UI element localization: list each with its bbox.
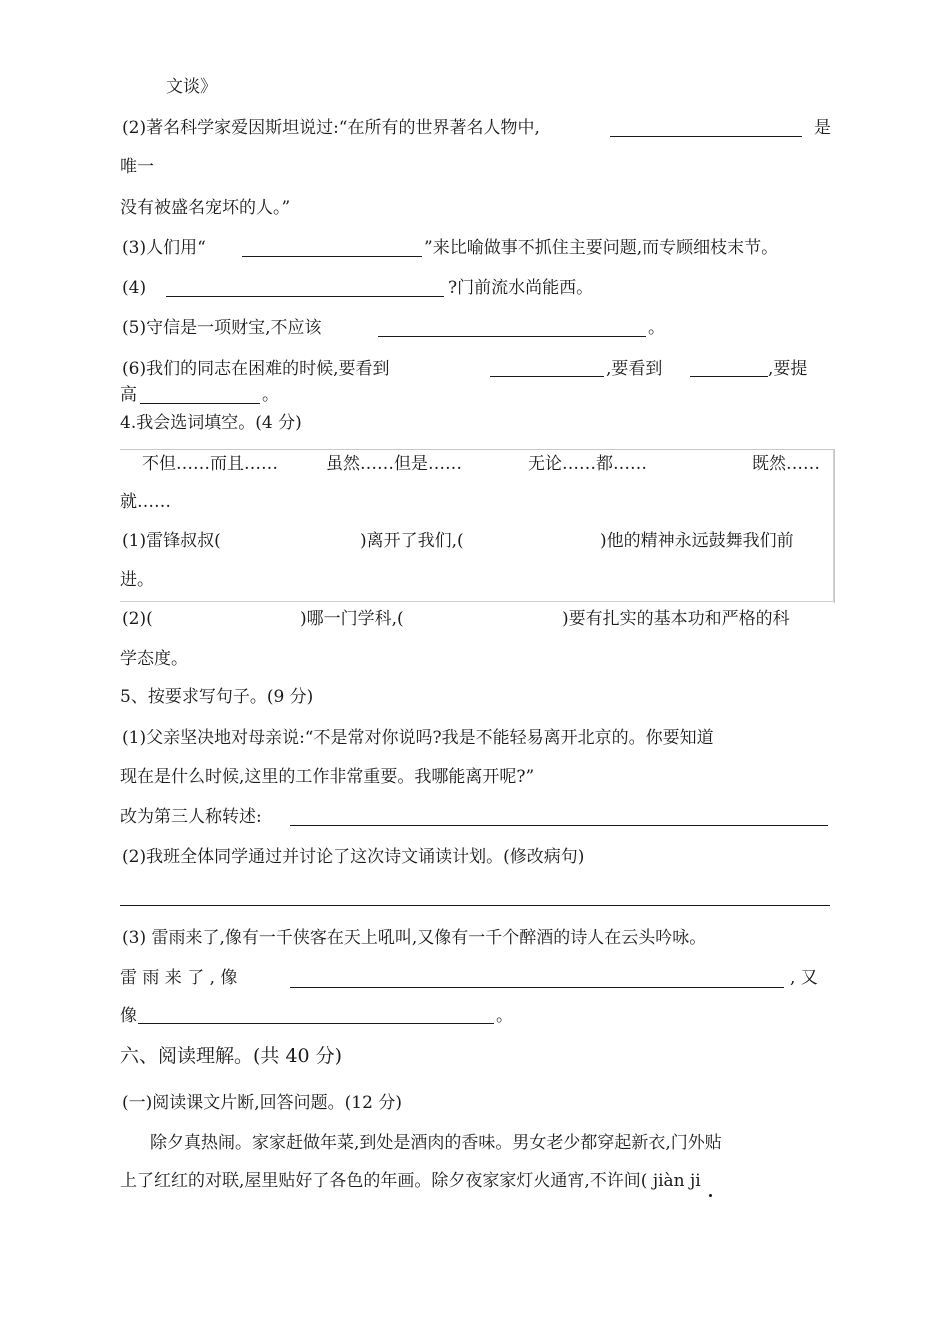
q3-item-3-text: (3)人们用“ [122, 238, 206, 258]
text-fragment: )要有扎实的基本功和严格的科 [562, 609, 790, 629]
answer-blank[interactable] [490, 376, 604, 377]
text-fragment: ”来比喻做事不抓住主要问题,而专顾细枝末节。 [424, 238, 779, 258]
text-fragment: 是 [814, 118, 831, 138]
q5-sentence-1: (1)父亲坚决地对母亲说:“不是常对你说吗?我是不能轻易离开北京的。你要知道 [122, 728, 714, 748]
text-fragment: 。 [496, 1006, 513, 1026]
answer-blank[interactable] [690, 376, 768, 377]
word-option: 不但……而且…… [142, 454, 278, 474]
passage-line: 上了红红的对联,屋里贴好了各色的年画。除夕夜家家灯火通宵,不许间( jiàn ji [120, 1171, 701, 1191]
answer-blank[interactable] [610, 136, 802, 137]
answer-blank[interactable] [138, 1023, 494, 1024]
q3-item-4-text: (4) [122, 278, 147, 298]
section-6-title: 六、阅读理解。(共 40 分) [120, 1045, 343, 1067]
text-fragment: 高 [120, 385, 137, 405]
box-border [833, 449, 834, 602]
section-6-subtitle: (一)阅读课文片断,回答问题。(12 分) [122, 1093, 402, 1113]
q5-sentence-3: (3) 雷雨来了,像有一千侠客在天上吼叫,又像有一千个醉酒的诗人在云头吟咏。 [122, 928, 707, 948]
word-option: 就…… [120, 492, 171, 512]
answer-blank[interactable] [290, 825, 828, 826]
box-border [120, 601, 834, 602]
text-line: 唯一 [120, 157, 154, 177]
text-fragment: )离开了我们,( [360, 531, 464, 551]
text-line: 文谈》 [166, 77, 217, 97]
answer-blank[interactable] [120, 905, 830, 906]
text-fragment: 雷 雨 来 了 , 像 [120, 968, 238, 988]
q3-item-6-text: (6)我们的同志在困难的时候,要看到 [122, 359, 390, 379]
q5-sentence-2: (2)我班全体同学通过并讨论了这次诗文诵读计划。(修改病句) [122, 847, 585, 867]
answer-blank[interactable] [166, 296, 444, 297]
emphasis-dot [709, 1194, 712, 1197]
q3-item-2-text: (2)著名科学家爱因斯坦说过:“在所有的世界著名人物中, [122, 118, 540, 138]
text-line: 现在是什么时候,这里的工作非常重要。我哪能离开呢?” [120, 767, 535, 787]
text-fragment: ,要提 [768, 359, 808, 379]
text-line: 学态度。 [120, 649, 188, 669]
question-5-title: 5、按要求写句子。(9 分) [120, 687, 314, 707]
text-line: 没有被盛名宠坏的人。” [120, 198, 291, 218]
text-fragment: )他的精神永远鼓舞我们前 [600, 531, 794, 551]
text-fragment: ,要看到 [606, 359, 663, 379]
text-fragment: )哪一门学科,( [300, 609, 404, 629]
passage-line: 除夕真热闹。家家赶做年菜,到处是酒肉的香味。男女老少都穿起新衣,门外贴 [150, 1133, 722, 1153]
answer-blank[interactable] [290, 987, 784, 988]
word-option: 无论……都…… [528, 454, 647, 474]
answer-blank[interactable] [242, 256, 422, 257]
text-fragment: 。 [262, 385, 279, 405]
text-line: 进。 [120, 570, 154, 590]
q4-sentence-1: (1)雷锋叔叔( [122, 531, 221, 551]
word-option: 虽然……但是…… [326, 454, 462, 474]
text-fragment: , 又 [790, 968, 818, 988]
word-option: 既然…… [752, 454, 820, 474]
text-line: 改为第三人称转述: [120, 807, 262, 827]
q3-item-5-text: (5)守信是一项财宝,不应该 [122, 318, 322, 338]
text-fragment: ?门前流水尚能西。 [448, 278, 594, 298]
q4-sentence-2: (2)( [122, 609, 153, 629]
question-4-title: 4.我会选词填空。(4 分) [120, 413, 302, 433]
text-fragment: 。 [648, 318, 665, 338]
answer-blank[interactable] [140, 403, 260, 404]
text-fragment: 像 [120, 1006, 137, 1026]
answer-blank[interactable] [378, 336, 646, 337]
